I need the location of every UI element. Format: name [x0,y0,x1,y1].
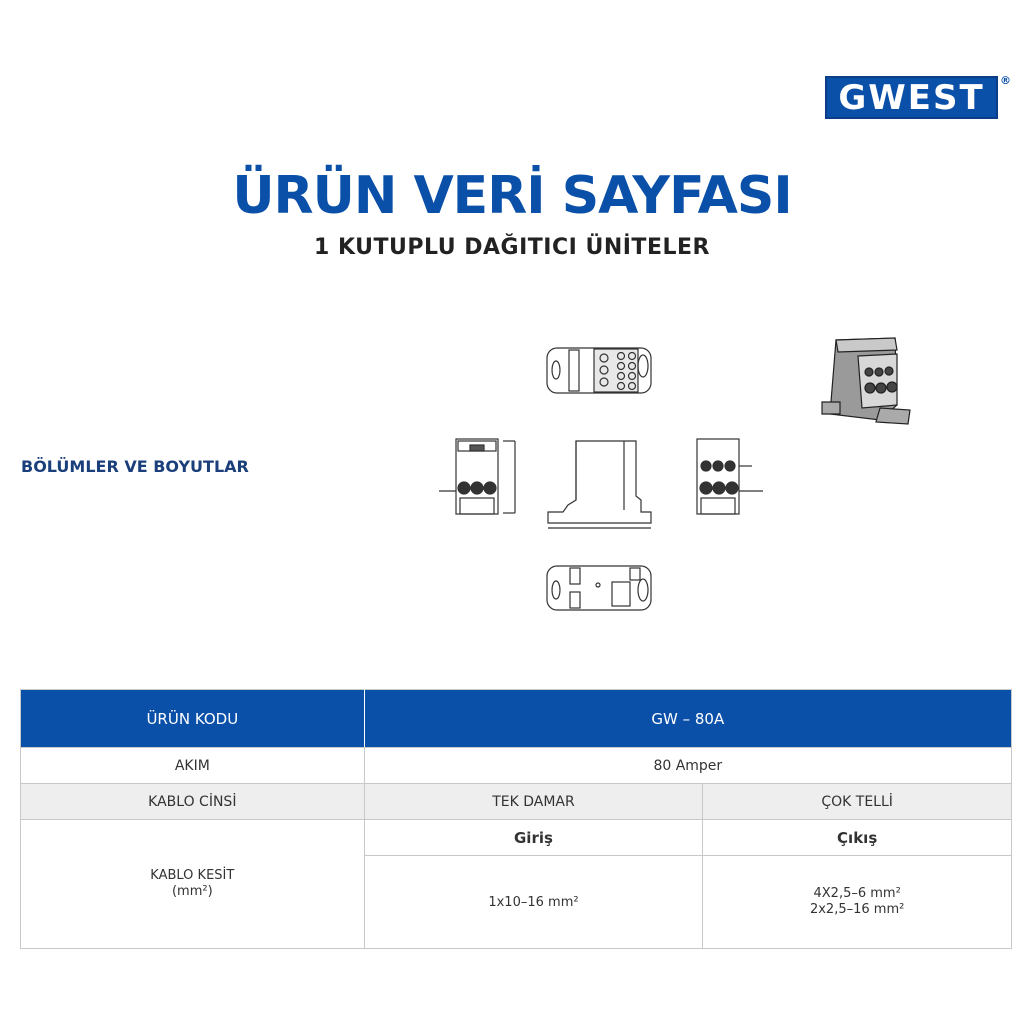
bottom-view-drawing [547,566,651,610]
product-code-label: ÜRÜN KODU [21,690,365,748]
output-value-2: 2x2,5–16 mm² [809,902,905,917]
section-title: BÖLÜMLER VE BOYUTLAR [21,457,249,476]
front-view-drawing [439,439,515,514]
product-code-value: GW – 80A [364,690,1011,748]
cable-type-label: KABLO CİNSİ [21,784,365,820]
table-row [21,748,1012,784]
cable-type-multi: ÇOK TELLİ [703,784,1012,820]
product-isometric-drawing [822,338,910,424]
output-values [703,856,1012,949]
spec-table [20,689,1012,949]
cross-section-label-line2: (mm²) [171,884,213,899]
table-header-row [21,690,1012,748]
cross-section-label-line1: KABLO KESİT [150,868,235,883]
current-label: AKIM [21,748,365,784]
side-view-drawing [548,441,651,528]
table-row [21,784,1012,820]
top-view-drawing [547,348,651,393]
back-view-drawing [697,439,763,514]
logo-text: GWEST [838,77,985,118]
input-value: 1x10–16 mm² [364,856,703,949]
output-value-1: 4X2,5–6 mm² [813,886,901,901]
page-title: ÜRÜN VERİ SAYFASI [232,166,792,226]
output-label: Çıkış [703,820,1012,856]
cable-type-single: TEK DAMAR [364,784,703,820]
registered-mark: ® [1000,74,1011,87]
current-value: 80 Amper [364,748,1011,784]
table-row [21,820,1012,856]
cross-section-label [21,820,365,949]
input-label: Giriş [364,820,703,856]
page-subtitle: 1 KUTUPLU DAĞITICI ÜNİTELER [314,235,710,260]
